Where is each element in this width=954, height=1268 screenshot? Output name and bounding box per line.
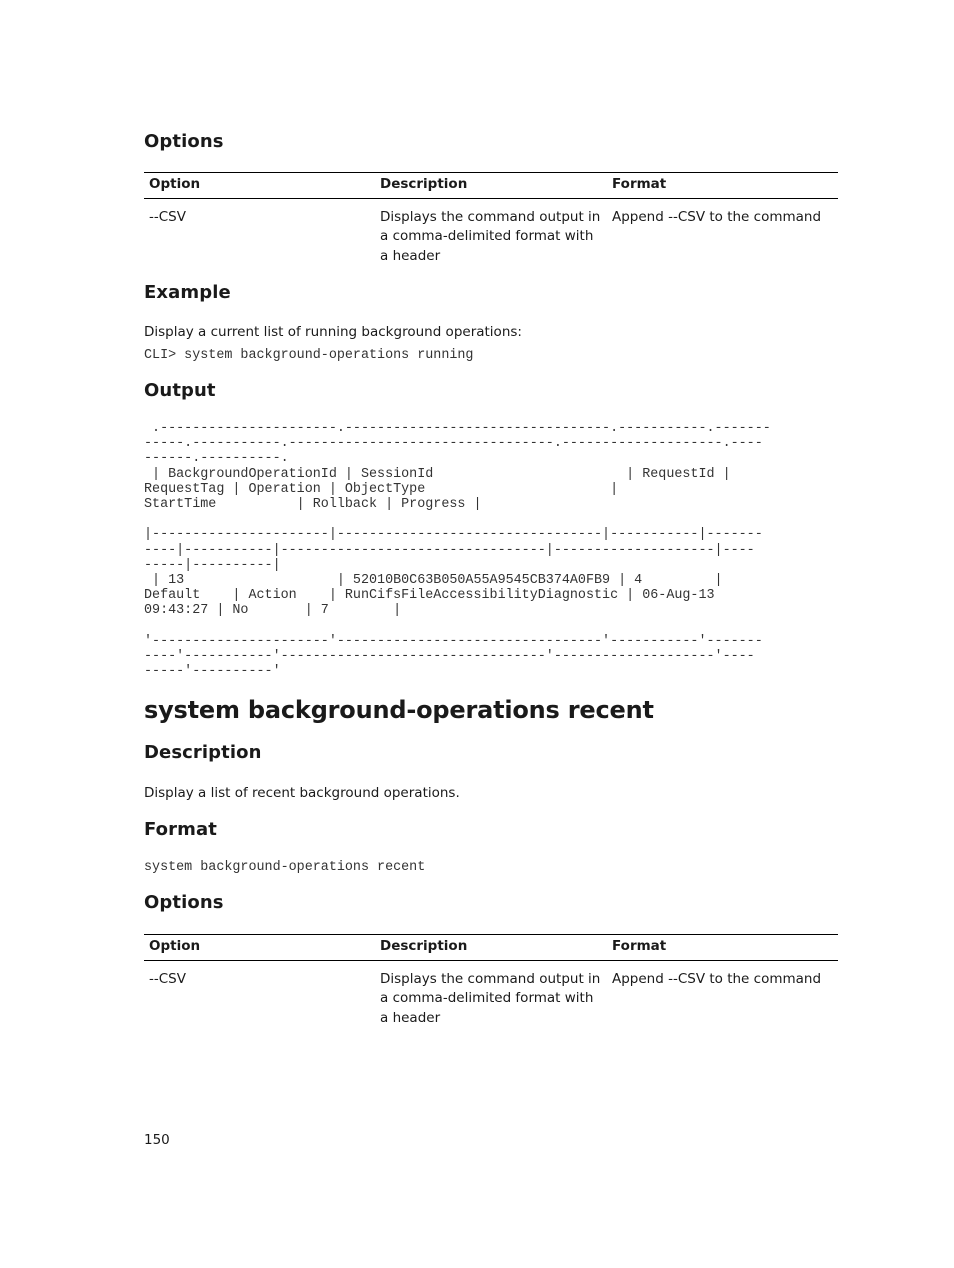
format-cell: Append --CSV to the command: [612, 971, 822, 987]
option-cell: --CSV: [149, 971, 186, 987]
options-table-2: [144, 934, 838, 1028]
column-header-format: Format: [607, 173, 838, 199]
format-text: system background-operations recent: [144, 860, 426, 875]
output-heading: Output: [144, 380, 216, 401]
example-text: Display a current list of running background operations:: [144, 324, 522, 340]
option-cell: --CSV: [149, 209, 186, 225]
column-header-description: Description: [375, 173, 607, 199]
table-header-row: [144, 935, 838, 961]
example-command: CLI> system background-operations running: [144, 348, 474, 363]
options-table: [144, 172, 838, 266]
page-number: 150: [144, 1132, 170, 1148]
description-cell: Displays the command output in a comma-delimited format with a header: [380, 209, 601, 264]
options-heading: Options: [144, 131, 224, 152]
column-header-option: Option: [144, 173, 375, 199]
output-block: .----------------------.---------------------------------.-----------.------- -----.-----------.---------------------------------.--------------------.---- ------.----------. | BackgroundOperationId | SessionId | RequestId | RequestTag | Operation | ObjectType | StartTime | Rollback | Progress | |----------------------|---------------------------------|-----------|------- ----|-----------|---------------------------------|--------------------|---- -----|----------| | 13 | 52010B0C63B050A55A9545CB374A0FB9 | 4 | Default | Action | RunCifsFileAccessibilityDiagnostic | 06-Aug-13 09:43:27 | No | 7 | '----------------------'---------------------------------'-----------'------- ----'-----------'---------------------------------'--------------------'---- -----'----------': [144, 421, 771, 680]
column-header-description: Description: [375, 935, 607, 961]
example-heading: Example: [144, 282, 231, 303]
table-row: [144, 199, 838, 266]
command-title: system background-operations recent: [144, 696, 654, 724]
format-cell: Append --CSV to the command: [612, 209, 822, 225]
table-header-row: [144, 173, 838, 199]
column-header-option: Option: [144, 935, 375, 961]
table-row: [144, 961, 838, 1028]
description-heading: Description: [144, 742, 262, 763]
format-heading: Format: [144, 819, 217, 840]
options-heading-2: Options: [144, 892, 224, 913]
description-text: Display a list of recent background operations.: [144, 785, 460, 801]
column-header-format: Format: [607, 935, 838, 961]
description-cell: Displays the command output in a comma-delimited format with a header: [380, 971, 601, 1026]
